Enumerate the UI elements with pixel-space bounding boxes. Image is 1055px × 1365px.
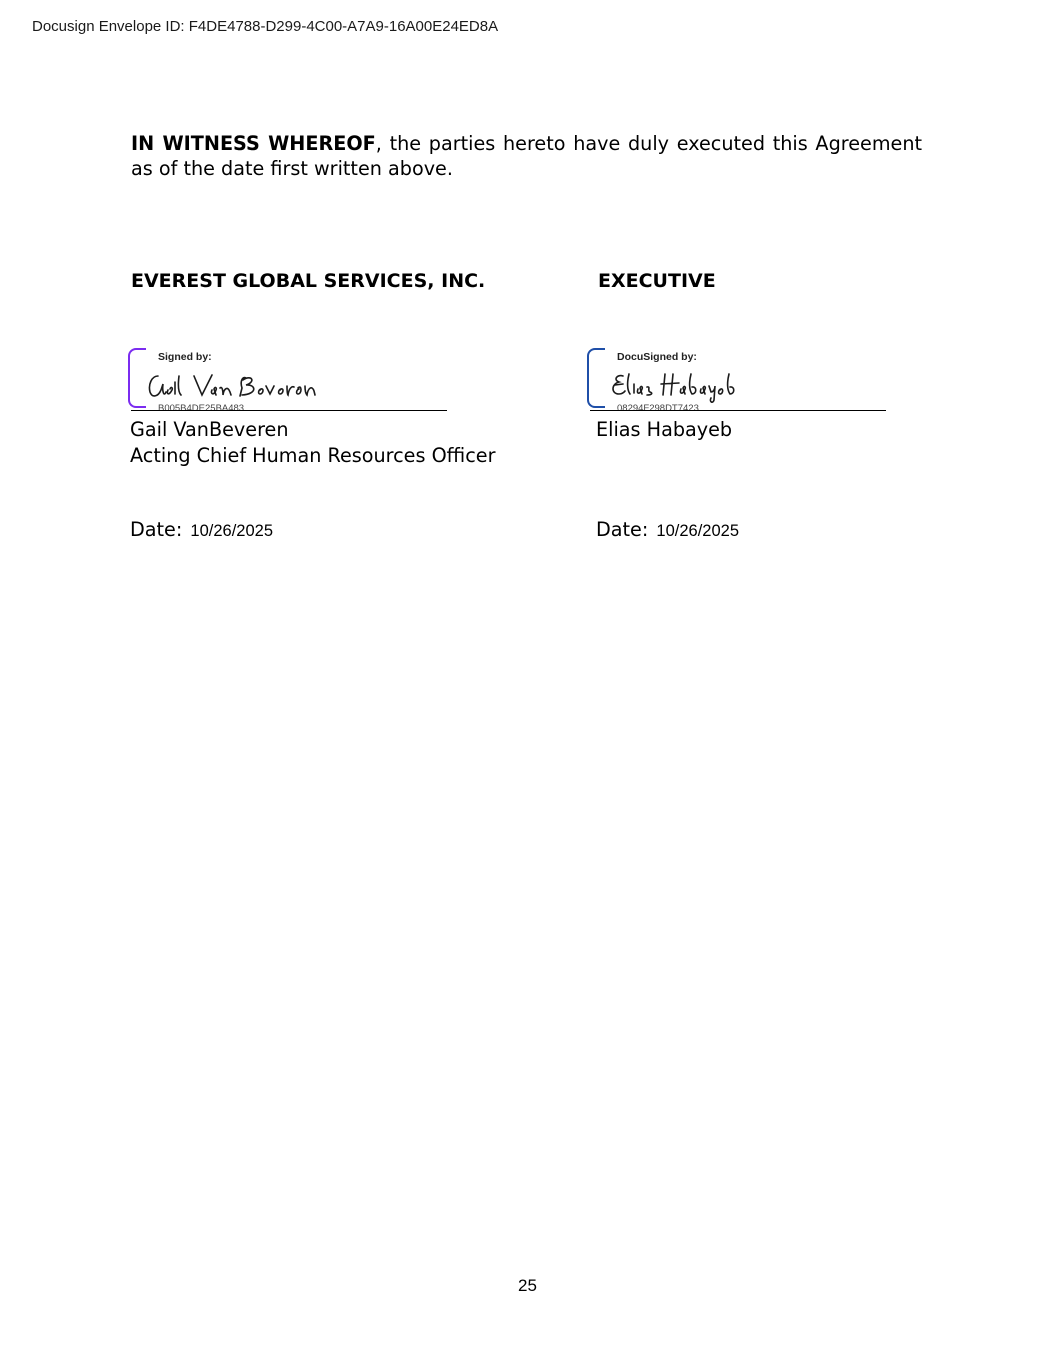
- executive-date-value: 10/26/2025: [656, 522, 740, 540]
- company-signature-line: [131, 410, 447, 411]
- witness-paragraph: [131, 131, 922, 181]
- company-signer-title: Acting Chief Human Resources Officer: [130, 444, 496, 467]
- page-number: 25: [518, 1276, 537, 1295]
- executive-signature-line: [590, 410, 886, 411]
- company-date-value: 10/26/2025: [190, 522, 274, 540]
- executive-signer-name: Elias Habayeb: [596, 418, 733, 441]
- company-handwritten-signature: [142, 364, 332, 404]
- executive-heading: EXECUTIVE: [598, 270, 716, 292]
- executive-signature-tag: DocuSigned by:: [617, 351, 697, 363]
- company-date-row: [130, 518, 273, 541]
- company-signer-name: Gail VanBeveren: [130, 418, 289, 441]
- witness-body: , the parties hereto have duly executed this Agreement as of the date first written above.: [131, 132, 922, 180]
- company-signature-tag: Signed by:: [158, 351, 212, 363]
- executive-signature-id: 08294F298DT7423...: [617, 403, 707, 414]
- executive-date-label: Date:: [596, 518, 649, 541]
- executive-date-row: [596, 518, 739, 541]
- envelope-id-header: Docusign Envelope ID: F4DE4788-D299-4C00-A7A9-16A00E24ED8A: [32, 18, 499, 35]
- company-date-label: Date:: [130, 518, 183, 541]
- witness-bold-lead: IN WITNESS WHEREOF: [131, 132, 376, 155]
- company-heading: EVEREST GLOBAL SERVICES, INC.: [131, 270, 486, 292]
- company-signature-id: B005B4DE25BA483...: [158, 403, 253, 414]
- executive-handwritten-signature: [601, 364, 791, 404]
